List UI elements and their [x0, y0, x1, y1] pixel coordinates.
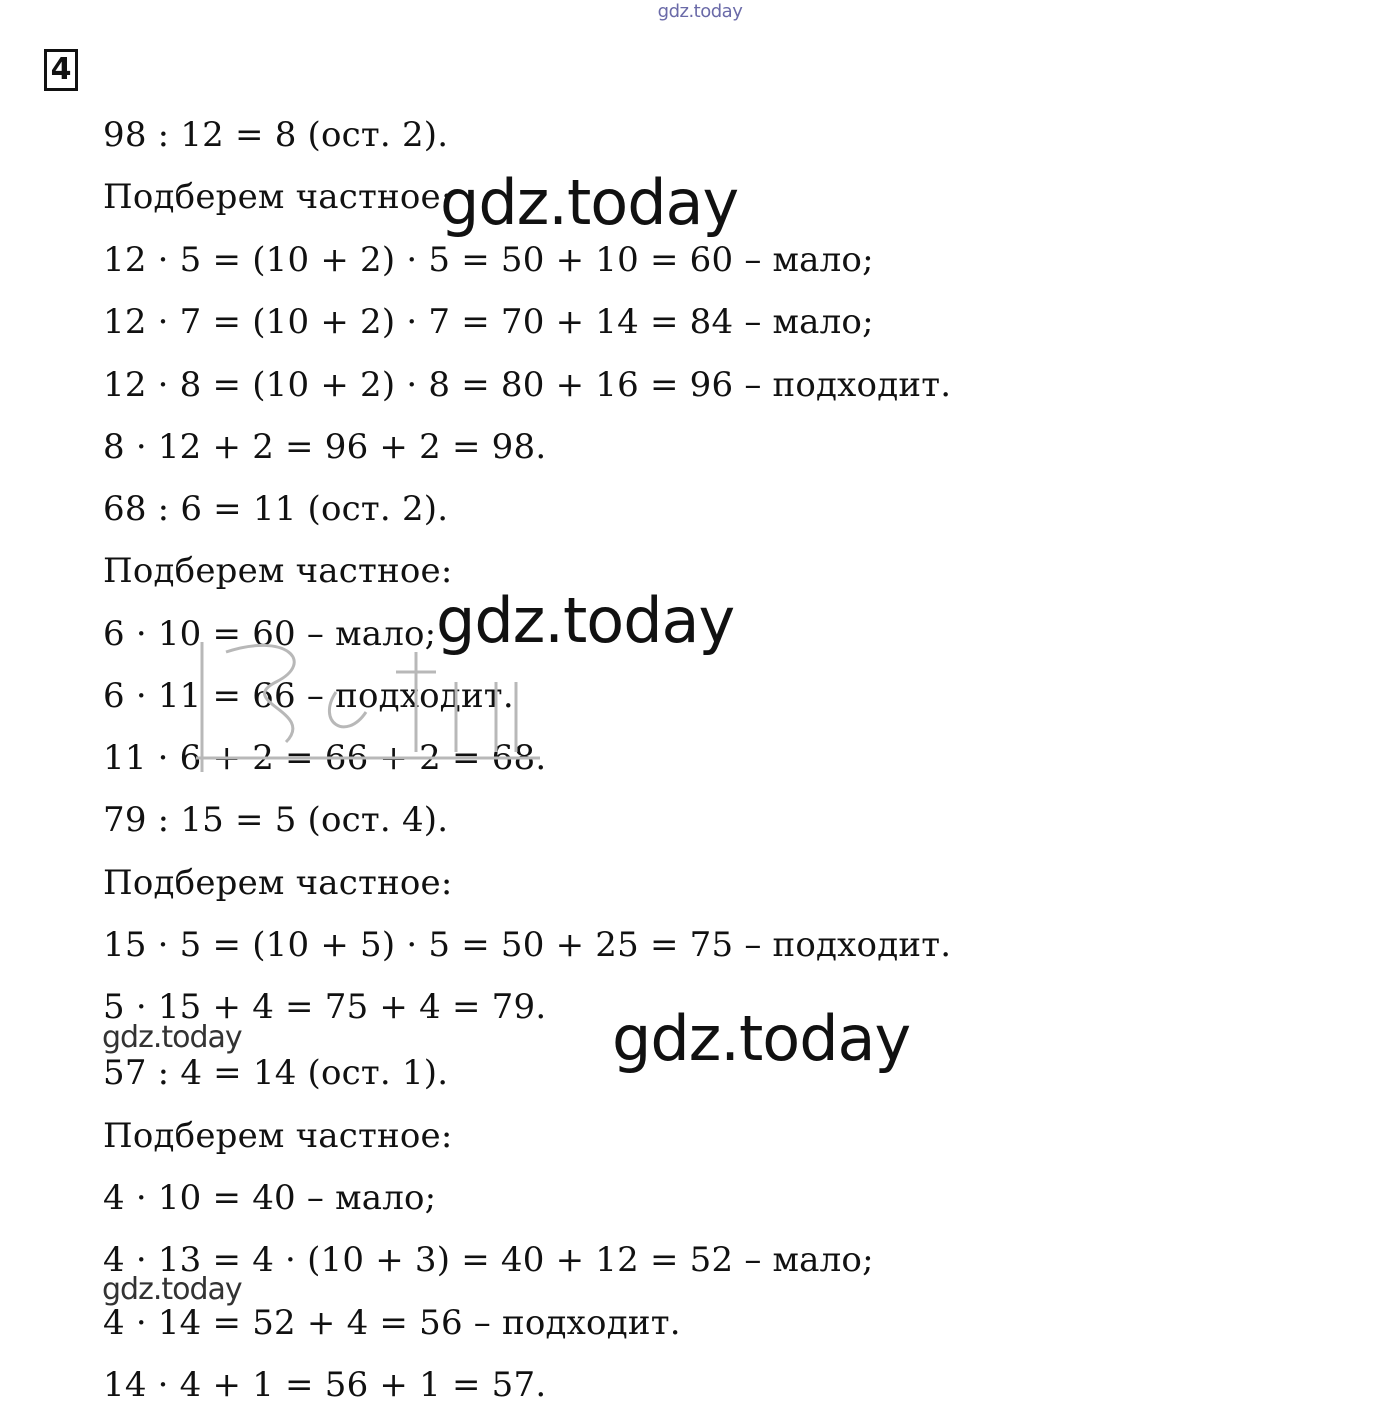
solution-line: 4 · 14 = 52 + 4 = 56 – подходит. — [103, 1303, 681, 1343]
solution-line: 6 · 10 = 60 – мало; — [103, 614, 437, 654]
watermark-text: gdz.today — [440, 166, 739, 239]
top-watermark: gdz.today — [657, 1, 743, 22]
solution-line: 57 : 4 = 14 (ост. 1). — [103, 1053, 449, 1093]
solution-line: 8 · 12 + 2 = 96 + 2 = 98. — [103, 427, 547, 467]
solution-line: 12 · 8 = (10 + 2) · 8 = 80 + 16 = 96 – подходит. — [103, 365, 952, 405]
solution-line: 14 · 4 + 1 = 56 + 1 = 57. — [103, 1365, 547, 1405]
solution-line: Подберем частное: — [103, 177, 453, 217]
watermark-text: gdz.today — [436, 584, 735, 657]
solution-line: Подберем частное: — [103, 1116, 453, 1156]
solution-line: 98 : 12 = 8 (ост. 2). — [103, 115, 449, 155]
solution-line: 79 : 15 = 5 (ост. 4). — [103, 800, 449, 840]
solution-line: 11 · 6 + 2 = 66 + 2 = 68. — [103, 738, 547, 778]
solution-line: 5 · 15 + 4 = 75 + 4 = 79. — [103, 987, 547, 1027]
watermark-text: gdz.today — [102, 1020, 242, 1055]
solution-line: 12 · 5 = (10 + 2) · 5 = 50 + 10 = 60 – мало; — [103, 240, 874, 280]
solution-line: 15 · 5 = (10 + 5) · 5 = 50 + 25 = 75 – подходит. — [103, 925, 952, 965]
solution-line: Подберем частное: — [103, 863, 453, 903]
watermark-text: gdz.today — [102, 1272, 242, 1307]
solution-line: 12 · 7 = (10 + 2) · 7 = 70 + 14 = 84 – мало; — [103, 302, 874, 342]
watermark-text: gdz.today — [612, 1002, 911, 1075]
solution-line: 68 : 6 = 11 (ост. 2). — [103, 489, 449, 529]
solution-line: 4 · 10 = 40 – мало; — [103, 1178, 437, 1218]
solution-line: 6 · 11 = 66 – подходит. — [103, 676, 514, 716]
solution-line: Подберем частное: — [103, 551, 453, 591]
task-number-box: 4 — [44, 49, 78, 91]
solution-line: 4 · 13 = 4 · (10 + 3) = 40 + 12 = 52 – мало; — [103, 1240, 874, 1280]
